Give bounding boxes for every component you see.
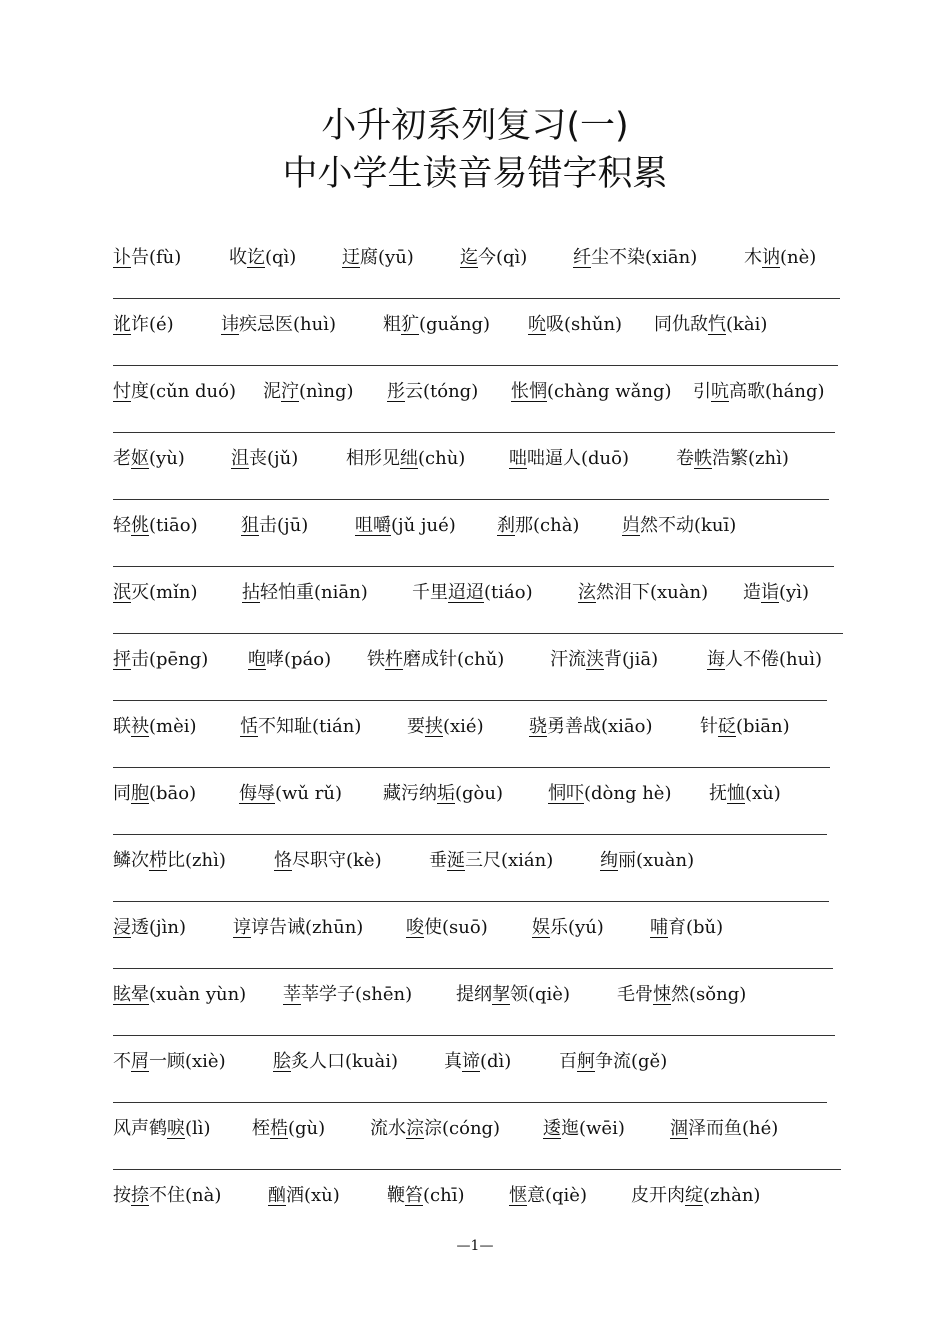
vocab-term — [241, 511, 308, 541]
term-prefix: 泥 — [263, 381, 281, 402]
answer-line — [113, 566, 834, 567]
term-pinyin: (gòu) — [455, 783, 503, 804]
term-pinyin: (dòng hè) — [584, 783, 672, 804]
answer-line — [113, 700, 827, 701]
term-pinyin: (yù) — [149, 448, 185, 469]
term-pinyin: (chù) — [418, 448, 466, 469]
term-pinyin: 尽职守(kè) — [292, 850, 382, 871]
term-target-char: 拈 — [242, 582, 260, 603]
term-target-char: 泯 — [113, 582, 131, 603]
vocab-term — [707, 645, 822, 675]
answer-line — [113, 633, 843, 634]
term-prefix: 藏污纳 — [383, 783, 437, 804]
term-prefix: 汗流 — [550, 649, 586, 670]
term-target-char: 挟 — [425, 716, 443, 737]
vocab-term — [263, 377, 354, 407]
term-pinyin: (chī) — [423, 1185, 465, 1206]
vocab-term — [573, 243, 697, 273]
term-target-char: 诲 — [707, 649, 725, 670]
vocab-term — [113, 243, 181, 273]
answer-line — [113, 365, 838, 366]
term-pinyin: 击(pēng) — [131, 649, 209, 670]
vocab-term — [654, 310, 767, 340]
vocab-row — [113, 578, 850, 608]
term-prefix: 皮开肉 — [631, 1185, 685, 1206]
term-pinyin: 告(fù) — [131, 247, 182, 268]
vocab-term — [113, 846, 226, 876]
vocab-term — [559, 1047, 667, 1077]
answer-line — [113, 767, 830, 768]
vocab-term — [229, 243, 296, 273]
term-pinyin: (xié) — [443, 716, 484, 737]
term-target-char: 逶 — [543, 1118, 561, 1139]
term-pinyin: (tiáo) — [484, 582, 533, 603]
term-pinyin: 尘不染(xiān) — [591, 247, 698, 268]
term-pinyin: (bāo) — [149, 783, 197, 804]
vocab-term — [700, 712, 790, 742]
vocab-term — [617, 980, 746, 1010]
vocab-term — [744, 243, 816, 273]
vocab-term — [355, 511, 456, 541]
term-pinyin: (nè) — [780, 247, 817, 268]
term-pinyin: 谆告诫(zhūn) — [251, 917, 364, 938]
answer-line — [113, 901, 829, 902]
term-target-char: 恤 — [727, 783, 745, 804]
vocab-term — [406, 913, 488, 943]
term-prefix: 桎 — [252, 1118, 270, 1139]
term-target-char: 挈 — [492, 984, 510, 1005]
term-target-char: 咀嚼 — [355, 515, 391, 536]
term-pinyin: 一顾(xiè) — [149, 1051, 226, 1072]
term-prefix: 真 — [444, 1051, 462, 1072]
term-target-char: 谛 — [462, 1051, 480, 1072]
answer-line — [113, 1102, 827, 1103]
term-target-char: 忖 — [113, 381, 131, 402]
term-pinyin: 三尺(xián) — [465, 850, 554, 871]
term-pinyin: (yì) — [779, 582, 809, 603]
term-target-char: 妪 — [131, 448, 149, 469]
term-target-char: 娱 — [532, 917, 550, 938]
term-pinyin: 育(bǔ) — [668, 917, 724, 938]
term-target-char: 泫 — [578, 582, 596, 603]
vocab-term — [383, 779, 503, 809]
term-target-char: 脍 — [273, 1051, 291, 1072]
answer-line — [113, 1169, 841, 1170]
term-pinyin: (xuàn yùn) — [149, 984, 247, 1005]
term-prefix: 老 — [113, 448, 131, 469]
term-pinyin: 不知耻(tián) — [258, 716, 362, 737]
vocab-term — [268, 1181, 340, 1211]
term-pinyin: 使(suō) — [424, 917, 488, 938]
vocab-term — [233, 913, 363, 943]
vocab-term — [283, 980, 412, 1010]
term-pinyin: (guǎng) — [419, 314, 491, 335]
vocab-term — [113, 712, 197, 742]
vocab-term — [274, 846, 382, 876]
term-prefix: 木 — [744, 247, 762, 268]
vocab-row — [113, 377, 850, 407]
answer-line — [113, 834, 827, 835]
vocab-row — [113, 1047, 850, 1077]
term-pinyin: 今(qì) — [478, 247, 528, 268]
term-pinyin: 意(qiè) — [527, 1185, 587, 1206]
term-target-char: 迂 — [342, 247, 360, 268]
page-number: —1— — [456, 1238, 494, 1254]
vocab-term — [231, 444, 298, 474]
term-prefix: 百 — [559, 1051, 577, 1072]
term-pinyin: 勇善战(xiāo) — [547, 716, 653, 737]
vocab-term — [387, 1181, 464, 1211]
vocab-row — [113, 310, 850, 340]
term-pinyin: 不住(nà) — [149, 1185, 222, 1206]
term-target-char: 哺 — [650, 917, 668, 938]
term-prefix: 要 — [407, 716, 425, 737]
term-pinyin: 丽(xuàn) — [618, 850, 695, 871]
term-pinyin: 乐(yú) — [550, 917, 604, 938]
term-prefix: 鞭 — [387, 1185, 405, 1206]
term-prefix: 垂 — [429, 850, 447, 871]
vocab-term — [650, 913, 723, 943]
term-pinyin: 然不动(kuī) — [640, 515, 737, 536]
term-pinyin: 浩繁(zhì) — [712, 448, 789, 469]
term-pinyin: 人不倦(huì) — [725, 649, 822, 670]
vocab-term — [622, 511, 736, 541]
term-target-char: 恫吓 — [548, 783, 584, 804]
vocab-term — [631, 1181, 760, 1211]
term-target-char: 舸 — [577, 1051, 595, 1072]
term-target-char: 惬 — [509, 1185, 527, 1206]
term-prefix: 铁 — [367, 649, 385, 670]
term-target-char: 屑 — [131, 1051, 149, 1072]
term-pinyin: (chàng wǎng) — [547, 381, 672, 402]
vocab-term — [239, 779, 342, 809]
term-target-char: 讷 — [762, 247, 780, 268]
term-target-char: 绽 — [685, 1185, 703, 1206]
term-target-char: 刹 — [497, 515, 515, 536]
term-target-char: 悚 — [653, 984, 671, 1005]
term-pinyin: (kài) — [726, 314, 768, 335]
term-pinyin: 背(jiā) — [604, 649, 659, 670]
term-pinyin: 吸(shǔn) — [546, 314, 623, 335]
term-prefix: 抚 — [709, 783, 727, 804]
term-target-char: 唳 — [167, 1118, 185, 1139]
term-prefix: 针 — [700, 716, 718, 737]
term-pinyin: 云(tóng) — [405, 381, 479, 402]
vocab-term — [273, 1047, 398, 1077]
vocab-term — [532, 913, 604, 943]
term-prefix: 卷 — [676, 448, 694, 469]
term-pinyin: 击(jū) — [259, 515, 309, 536]
vocab-term — [113, 1114, 211, 1144]
term-target-char: 眩晕 — [113, 984, 149, 1005]
term-prefix: 轻 — [113, 515, 131, 536]
vocab-term — [113, 377, 236, 407]
vocab-term — [342, 243, 414, 273]
term-pinyin: 淙(cóng) — [424, 1118, 501, 1139]
term-pinyin: 丧(jǔ) — [249, 448, 299, 469]
answer-line — [113, 432, 835, 433]
vocab-term — [113, 1181, 221, 1211]
term-pinyin: (mèi) — [149, 716, 197, 737]
term-prefix: 收 — [229, 247, 247, 268]
term-target-char: 莘 — [283, 984, 301, 1005]
vocab-term — [387, 377, 478, 407]
title-line-2: 中小学生读音易错字积累 — [282, 154, 668, 194]
term-prefix: 按 — [113, 1185, 131, 1206]
term-pinyin: 泽而鱼(hé) — [688, 1118, 779, 1139]
vocab-term — [460, 243, 527, 273]
vocab-term — [548, 779, 672, 809]
term-target-char: 绌 — [400, 448, 418, 469]
term-pinyin: (lì) — [185, 1118, 211, 1139]
term-prefix: 相形见 — [346, 448, 400, 469]
term-prefix: 同仇敌 — [654, 314, 708, 335]
vocab-term — [113, 511, 198, 541]
vocab-row — [113, 243, 850, 273]
term-target-char: 佻 — [131, 515, 149, 536]
term-target-char: 诣 — [761, 582, 779, 603]
term-pinyin: (dì) — [480, 1051, 512, 1072]
term-target-char: 讹 — [113, 314, 131, 335]
term-target-char: 迢迢 — [448, 582, 484, 603]
vocab-term — [670, 1114, 778, 1144]
term-pinyin: (gù) — [288, 1118, 326, 1139]
term-prefix: 粗 — [383, 314, 401, 335]
term-pinyin: 争流(gě) — [595, 1051, 668, 1072]
term-pinyin: (qì) — [265, 247, 297, 268]
term-target-char: 唆 — [406, 917, 424, 938]
vocab-term — [113, 310, 174, 340]
vocab-term — [113, 578, 197, 608]
term-pinyin: 比(zhì) — [167, 850, 226, 871]
term-target-char: 浸 — [113, 917, 131, 938]
term-target-char: 绚 — [600, 850, 618, 871]
term-target-char: 淙 — [406, 1118, 424, 1139]
term-target-char: 浃 — [586, 649, 604, 670]
vocab-term — [456, 980, 570, 1010]
vocab-row — [113, 913, 850, 943]
term-pinyin: 轻怕重(niān) — [260, 582, 368, 603]
term-pinyin: 然泪下(xuàn) — [596, 582, 709, 603]
term-pinyin: (wǔ rǔ) — [275, 783, 342, 804]
vocab-row — [113, 511, 850, 541]
term-pinyin: 酒(xù) — [286, 1185, 340, 1206]
term-target-char: 涸 — [670, 1118, 688, 1139]
term-target-char: 垢 — [437, 783, 455, 804]
term-pinyin: 疾忌医(huì) — [239, 314, 336, 335]
vocab-term — [509, 1181, 587, 1211]
vocab-term — [600, 846, 694, 876]
term-target-char: 袂 — [131, 716, 149, 737]
term-target-char: 咆 — [248, 649, 266, 670]
vocab-term — [113, 980, 246, 1010]
term-pinyin: (jǔ jué) — [391, 515, 456, 536]
term-prefix: 鳞次 — [113, 850, 149, 871]
term-prefix: 毛骨 — [617, 984, 653, 1005]
vocab-term — [509, 444, 629, 474]
term-target-char: 讣 — [113, 247, 131, 268]
term-target-char: 涎 — [447, 850, 465, 871]
term-target-char: 忾 — [708, 314, 726, 335]
vocab-row — [113, 846, 850, 876]
vocab-term — [383, 310, 490, 340]
term-target-char: 狙 — [241, 515, 259, 536]
term-pinyin: 迤(wēi) — [561, 1118, 625, 1139]
term-target-char: 帙 — [694, 448, 712, 469]
term-target-char: 杵 — [385, 649, 403, 670]
vocab-row — [113, 645, 850, 675]
term-prefix: 流水 — [370, 1118, 406, 1139]
term-pinyin: (tiāo) — [149, 515, 198, 536]
vocab-term — [412, 578, 533, 608]
term-pinyin: 诈(é) — [131, 314, 174, 335]
term-target-char: 纤 — [573, 247, 591, 268]
vocab-term — [676, 444, 789, 474]
term-pinyin: (biān) — [736, 716, 790, 737]
vocab-term — [429, 846, 553, 876]
answer-line — [113, 499, 829, 500]
vocab-term — [743, 578, 809, 608]
term-pinyin: 哮(páo) — [266, 649, 332, 670]
vocab-term — [550, 645, 658, 675]
vocab-row — [113, 980, 850, 1010]
term-pinyin: 腐(yū) — [360, 247, 414, 268]
term-pinyin: 咄逼人(duō) — [527, 448, 629, 469]
vocab-term — [528, 310, 622, 340]
term-target-char: 谆 — [233, 917, 251, 938]
term-pinyin: 透(jìn) — [131, 917, 186, 938]
vocab-term — [543, 1114, 625, 1144]
vocab-term — [252, 1114, 325, 1144]
term-pinyin: (xù) — [745, 783, 781, 804]
term-pinyin: 度(cǔn duó) — [131, 381, 236, 402]
term-pinyin: 那(chà) — [515, 515, 580, 536]
vocab-term — [113, 913, 186, 943]
term-target-char: 笞 — [405, 1185, 423, 1206]
term-target-char: 砭 — [718, 716, 736, 737]
term-pinyin: 炙人口(kuài) — [291, 1051, 399, 1072]
vocab-term — [113, 444, 185, 474]
term-prefix: 千里 — [412, 582, 448, 603]
answer-line — [113, 968, 833, 969]
vocab-term — [444, 1047, 511, 1077]
term-target-char: 讫 — [247, 247, 265, 268]
term-pinyin: 磨成针(chǔ) — [403, 649, 505, 670]
term-pinyin: (zhàn) — [703, 1185, 761, 1206]
term-target-char: 骁 — [529, 716, 547, 737]
answer-line — [113, 1035, 835, 1036]
vocab-term — [497, 511, 579, 541]
vocab-row — [113, 712, 850, 742]
term-target-char: 彤 — [387, 381, 405, 402]
term-prefix: 同 — [113, 783, 131, 804]
term-target-char: 吭 — [711, 381, 729, 402]
term-prefix: 风声鹤 — [113, 1118, 167, 1139]
term-prefix: 引 — [693, 381, 711, 402]
term-prefix: 提纲 — [456, 984, 492, 1005]
term-prefix: 联 — [113, 716, 131, 737]
term-target-char: 胞 — [131, 783, 149, 804]
vocab-row — [113, 779, 850, 809]
term-pinyin: (nìng) — [299, 381, 354, 402]
vocab-term — [221, 310, 336, 340]
vocab-term — [407, 712, 484, 742]
vocab-term — [240, 712, 361, 742]
vocab-term — [242, 578, 368, 608]
term-pinyin: 灭(mǐn) — [131, 582, 198, 603]
vocab-term — [346, 444, 465, 474]
term-prefix: 造 — [743, 582, 761, 603]
term-target-char: 讳 — [221, 314, 239, 335]
vocab-term — [370, 1114, 500, 1144]
title-line-1: 小升初系列复习(一) — [321, 106, 629, 146]
term-pinyin: 莘学子(shēn) — [301, 984, 413, 1005]
term-target-char: 吮 — [528, 314, 546, 335]
term-target-char: 抨 — [113, 649, 131, 670]
vocab-term — [529, 712, 653, 742]
vocab-term — [113, 645, 208, 675]
answer-line — [113, 298, 840, 299]
term-target-char: 泞 — [281, 381, 299, 402]
vocab-term — [113, 1047, 226, 1077]
vocab-term — [693, 377, 824, 407]
vocab-row — [113, 444, 850, 474]
vocab-row — [113, 1114, 850, 1144]
term-target-char: 咄 — [509, 448, 527, 469]
term-pinyin: 然(sǒng) — [671, 984, 747, 1005]
term-target-char: 捺 — [131, 1185, 149, 1206]
term-target-char: 迄 — [460, 247, 478, 268]
vocab-term — [578, 578, 708, 608]
term-target-char: 岿 — [622, 515, 640, 536]
vocab-term — [709, 779, 781, 809]
term-target-char: 梏 — [270, 1118, 288, 1139]
term-target-char: 沮 — [231, 448, 249, 469]
term-target-char: 酗 — [268, 1185, 286, 1206]
term-pinyin: 领(qiè) — [510, 984, 570, 1005]
term-target-char: 栉 — [149, 850, 167, 871]
term-target-char: 恪 — [274, 850, 292, 871]
term-prefix: 不 — [113, 1051, 131, 1072]
term-target-char: 侮辱 — [239, 783, 275, 804]
vocab-term — [113, 779, 196, 809]
vocab-term — [367, 645, 504, 675]
term-target-char: 恬 — [240, 716, 258, 737]
term-pinyin: 高歌(háng) — [729, 381, 825, 402]
vocab-term — [511, 377, 672, 407]
vocab-term — [248, 645, 331, 675]
term-target-char: 怅惘 — [511, 381, 547, 402]
vocab-row — [113, 1181, 850, 1211]
term-target-char: 犷 — [401, 314, 419, 335]
